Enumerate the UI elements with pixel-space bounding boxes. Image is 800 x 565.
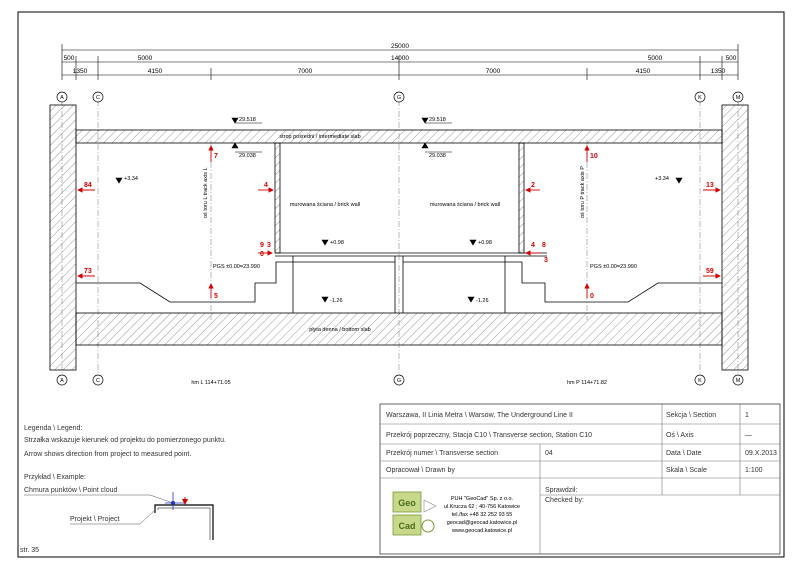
- track-axis-right-label: oś toru P track axis P: [580, 166, 586, 218]
- tb-cross-section: Przekrój poprzeczny, Stacja C10 \ Transverse section, Station C10: [386, 432, 593, 439]
- level-top-right: 29.518: [429, 117, 446, 123]
- dev-59: 59: [706, 268, 714, 275]
- dim-total: 25000: [390, 43, 410, 50]
- level-pit-left: -1.26: [330, 298, 343, 304]
- level-top-left-under: 29.038: [239, 153, 256, 159]
- dev-7: 7: [214, 153, 218, 160]
- dev-84: 84: [84, 182, 92, 189]
- title-block: [380, 404, 780, 554]
- tb-address: ul.Kruczа 62 ; 40-756 Katowice: [443, 504, 521, 510]
- legend-example-title: Przykład \ Example:: [24, 474, 86, 481]
- dim-r1-1: 5000: [137, 55, 153, 62]
- dim-r1-3: 5000: [647, 55, 663, 62]
- tb-number-label: Przekrój numer \ Transverse section: [386, 450, 499, 457]
- svg-text:C: C: [96, 95, 100, 101]
- tb-drawn-label: Opracował \ Drawn by: [386, 467, 455, 474]
- bottom-slab-label: płyta denna / bottom slab: [309, 327, 371, 333]
- dev-5: 5: [214, 293, 218, 300]
- dev-3l: 3: [267, 242, 271, 249]
- page-number: str. 35: [20, 547, 40, 554]
- dev-10: 10: [590, 153, 598, 160]
- dev-73: 73: [84, 268, 92, 275]
- axis-bubbles-top: [57, 92, 743, 102]
- tb-email: geocad@geocad.katowice.pl: [446, 520, 518, 526]
- km-left-label: hm L 114+71.05: [191, 380, 231, 386]
- level-platform-left: +0.98: [330, 240, 344, 246]
- tb-project: Warszawa, II Linia Metra \ Warsow, The Underground Line II: [386, 412, 573, 419]
- tb-date-value: 09.X.2013: [745, 450, 777, 457]
- tb-web: www.geocad.katowice.pl: [452, 528, 512, 534]
- dim-r1-4: 500: [725, 55, 737, 62]
- svg-text:C: C: [96, 378, 100, 384]
- tb-scale-label: Skala \ Scale: [666, 467, 707, 474]
- dev-4r: 4: [531, 242, 535, 249]
- dev-2: 2: [531, 182, 535, 189]
- dim-r2-3: 7000: [485, 68, 501, 75]
- legend: [20, 425, 226, 554]
- dev-3r: 3: [544, 257, 548, 264]
- dim-r2-2: 7000: [297, 68, 313, 75]
- legend-cloud-label: Chmura punktów \ Point cloud: [24, 487, 118, 494]
- svg-text:Cad: Cad: [398, 521, 416, 531]
- legend-line1: Strzałka wskazuje kierunek od projektu do pomierzonego punktu.: [24, 437, 226, 444]
- level-pit-right: -1.26: [476, 298, 489, 304]
- level-side-right: +3.34: [655, 176, 669, 182]
- dim-r2-5: 1350: [710, 68, 726, 75]
- axis-bubbles-bottom: [57, 375, 743, 385]
- tb-scale-value: 1:100: [745, 467, 763, 474]
- svg-text:K: K: [698, 95, 702, 101]
- dim-r1-2: 14000: [390, 55, 410, 62]
- tb-checked-label: Sprawdził:: [545, 487, 578, 494]
- dim-r1-0: 500: [63, 55, 75, 62]
- svg-text:K: K: [698, 378, 702, 384]
- dev-4l: 4: [264, 182, 268, 189]
- dim-r2-4: 4150: [635, 68, 651, 75]
- svg-text:A: A: [60, 378, 64, 384]
- svg-text:G: G: [396, 95, 402, 101]
- tb-date-label: Data \ Date: [666, 450, 702, 457]
- tb-section-value: 1: [745, 412, 749, 419]
- level-pgs-right: PGS ±0.00=23.990: [590, 264, 637, 270]
- tb-phone: tel./fax +48 32 252 93 55: [451, 512, 513, 518]
- km-right-label: hm P 114+71.82: [566, 380, 608, 386]
- dim-r2-1: 4150: [147, 68, 163, 75]
- tb-section-label: Sekcja \ Section: [666, 412, 717, 419]
- svg-text:M: M: [735, 95, 741, 101]
- level-top-right-under: 29.038: [429, 153, 446, 159]
- brick-wall-right-label: murowana ściana / brick wall: [429, 202, 501, 208]
- level-top-left: 29.518: [239, 117, 256, 123]
- tb-number-value: 04: [545, 450, 553, 457]
- svg-text:Geo: Geo: [398, 498, 416, 508]
- geocad-logo: [393, 492, 436, 535]
- track-axis-left-label: oś toru L track axis L: [203, 167, 209, 218]
- legend-title: Legenda \ Legend:: [24, 425, 83, 432]
- tb-checked-label-en: Checked by:: [545, 497, 584, 504]
- intermediate-slab-label: strop pośredni / intermediate slab: [279, 134, 361, 140]
- dev-13: 13: [706, 182, 714, 189]
- level-platform-right: +0.98: [478, 240, 492, 246]
- dev-0l: 0: [260, 251, 264, 258]
- level-side-left: +3.34: [124, 176, 138, 182]
- level-pgs-left: PGS ±0.00=23.990: [213, 264, 260, 270]
- brick-wall-left-label: murowana ściana / brick wall: [289, 202, 361, 208]
- svg-text:G: G: [396, 378, 402, 384]
- legend-line2: Arrow shows direction from project to measured point.: [24, 451, 192, 458]
- svg-text:A: A: [60, 95, 64, 101]
- tb-axis-value: —: [745, 432, 752, 439]
- dim-r2-0: 1350: [72, 68, 88, 75]
- dev-0r: 0: [590, 293, 594, 300]
- svg-text:M: M: [735, 378, 741, 384]
- dev-9: 9: [260, 242, 264, 249]
- tb-company: PUH "GeoCad" Sp. z o.o.: [450, 496, 514, 502]
- legend-project-label: Projekt \ Project: [70, 516, 120, 523]
- dev-8: 8: [542, 242, 546, 249]
- tb-axis-label: Oś \ Axis: [666, 432, 694, 439]
